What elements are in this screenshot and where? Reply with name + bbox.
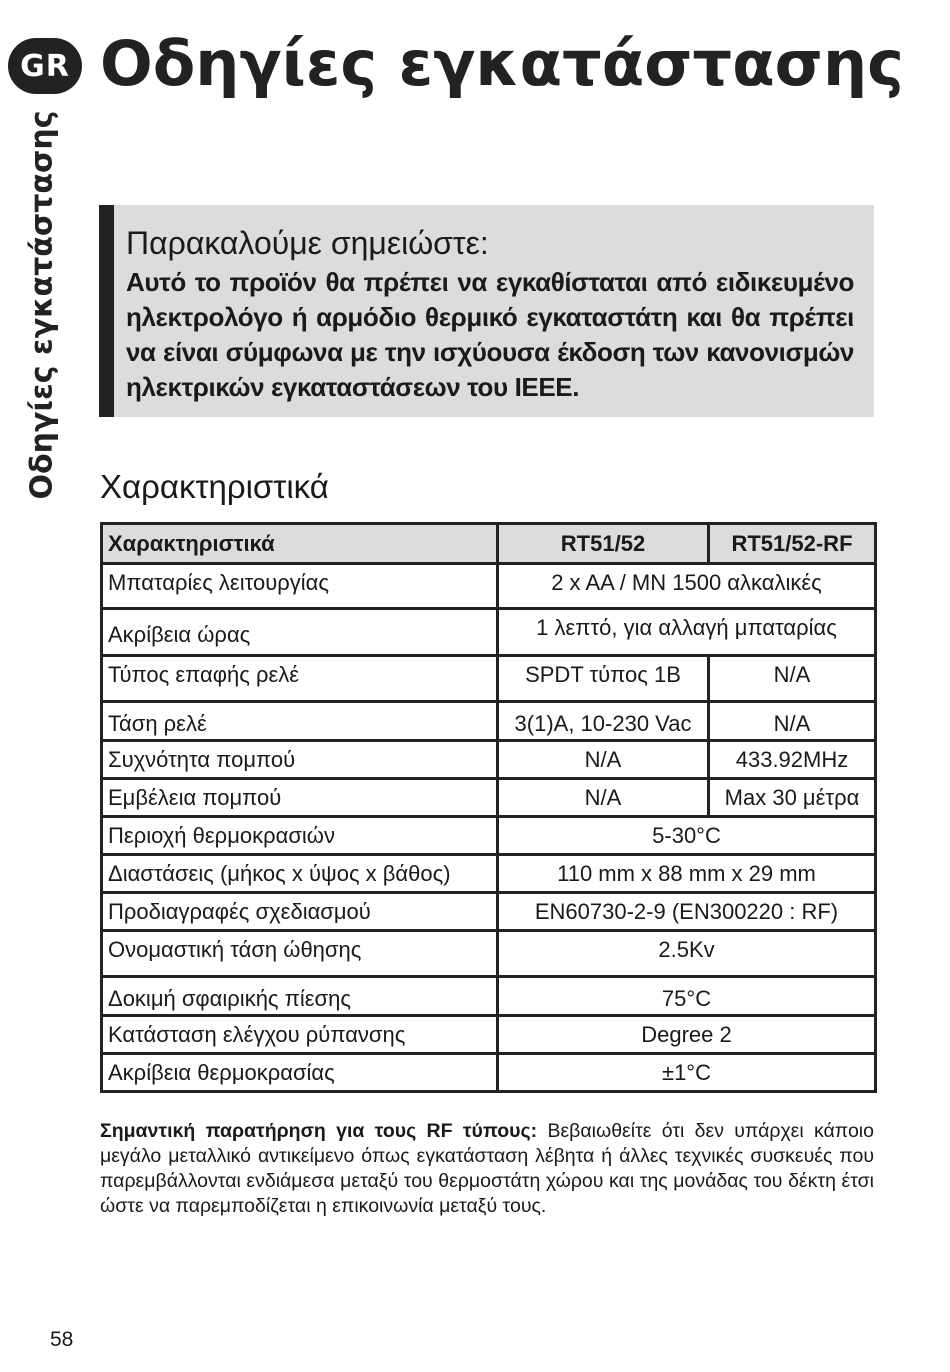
row-label: Τύπος επαφής ρελέ bbox=[102, 656, 498, 702]
table-row bbox=[102, 817, 876, 855]
table-row bbox=[102, 656, 876, 702]
rf-note-lead: Σημαντική παρατήρηση για τους RF τύπους: bbox=[100, 1120, 538, 1142]
note-body: Αυτό το προϊόν θα πρέπει να εγκαθίσταται από ειδικευμένο ηλεκτρολόγο ή αρμόδιο θερμικό εγκαταστάτη και θα πρέπει να είναι σύμφωνα με την ισχύουσα έκδοση των κανονισμών ηλεκτρικών εγκαταστάσεων του IEEE. bbox=[126, 267, 854, 402]
row-value-rt5152: N/A bbox=[498, 741, 709, 779]
table-row bbox=[102, 855, 876, 893]
row-label: Ονομαστική τάση ώθησης bbox=[102, 931, 498, 977]
row-value-rt5152-rf: Max 30 μέτρα bbox=[709, 779, 876, 817]
table-row bbox=[102, 779, 876, 817]
table-row bbox=[102, 702, 876, 741]
row-label: Περιοχή θερμοκρασιών bbox=[102, 817, 498, 855]
row-label: Ακρίβεια ώρας bbox=[102, 609, 498, 656]
note-box bbox=[99, 205, 874, 417]
table-header-row bbox=[102, 524, 876, 564]
side-section-label: Οδηγίες εγκατάστασης bbox=[24, 110, 60, 500]
row-label: Δοκιμή σφαιρικής πίεσης bbox=[102, 977, 498, 1016]
table-row bbox=[102, 741, 876, 779]
row-label: Μπαταρίες λειτουργίας bbox=[102, 564, 498, 609]
row-label: Διαστάσεις (μήκος x ύψος x βάθος) bbox=[102, 855, 498, 893]
row-label: Κατάσταση ελέγχου ρύπανσης bbox=[102, 1016, 498, 1054]
row-label: Συχνότητα πομπού bbox=[102, 741, 498, 779]
page-number: 58 bbox=[50, 1328, 74, 1351]
table-row bbox=[102, 609, 876, 656]
table-row bbox=[102, 564, 876, 609]
row-label: Τάση ρελέ bbox=[102, 702, 498, 741]
row-value-rt5152: 3(1)A, 10-230 Vac bbox=[498, 702, 709, 741]
row-value-rt5152-rf: N/A bbox=[709, 702, 876, 741]
row-value: 2.5Kv bbox=[498, 931, 876, 977]
language-badge: GR bbox=[8, 38, 82, 94]
row-value: 110 mm x 88 mm x 29 mm bbox=[498, 855, 876, 893]
row-value: 1 λεπτό, για αλλαγή μπαταρίας bbox=[498, 609, 876, 656]
rf-important-note bbox=[100, 1119, 874, 1219]
section-title: Χαρακτηριστικά bbox=[100, 468, 329, 505]
table-row bbox=[102, 977, 876, 1016]
row-value: 75°C bbox=[498, 977, 876, 1016]
row-label: Προδιαγραφές σχεδιασμού bbox=[102, 893, 498, 931]
header-cell-feature: Χαρακτηριστικά bbox=[102, 524, 498, 564]
row-value: 5-30°C bbox=[498, 817, 876, 855]
specifications-table bbox=[100, 522, 877, 1093]
table-row bbox=[102, 893, 876, 931]
row-value-rt5152-rf: N/A bbox=[709, 656, 876, 702]
table-row bbox=[102, 931, 876, 977]
header-cell-rt5152-rf: RT51/52-RF bbox=[709, 524, 876, 564]
page-title: Οδηγίες εγκατάστασης bbox=[100, 27, 904, 100]
row-value-rt5152: SPDT τύπος 1B bbox=[498, 656, 709, 702]
header-cell-rt5152: RT51/52 bbox=[498, 524, 709, 564]
table-row bbox=[102, 1016, 876, 1054]
row-value: Degree 2 bbox=[498, 1016, 876, 1054]
table-row bbox=[102, 1054, 876, 1092]
row-label: Ακρίβεια θερμοκρασίας bbox=[102, 1054, 498, 1092]
row-label: Εμβέλεια πομπού bbox=[102, 779, 498, 817]
row-value: 2 x AA / MN 1500 αλκαλικές bbox=[498, 564, 876, 609]
rf-note-text: Βεβαιωθείτε ότι δεν υπάρχει κάποιο μεγάλο μεταλλικό αντικείμενο όπως εγκατάσταση λέβητα ή άλλες τεχνικές συσκευές που παρεμβάλλονται ενδιάμεσα μεταξύ του θερμοστάτη χώρου και της μονάδας του δέκτη έτσι ώστε να παρεμποδίζεται η επικοινωνία μεταξύ τους. bbox=[100, 1120, 874, 1217]
row-value-rt5152-rf: 433.92MHz bbox=[709, 741, 876, 779]
row-value: EN60730-2-9 (EN300220 : RF) bbox=[498, 893, 876, 931]
note-heading: Παρακαλούμε σημειώστε: bbox=[126, 225, 489, 261]
row-value: ±1°C bbox=[498, 1054, 876, 1092]
row-value-rt5152: N/A bbox=[498, 779, 709, 817]
